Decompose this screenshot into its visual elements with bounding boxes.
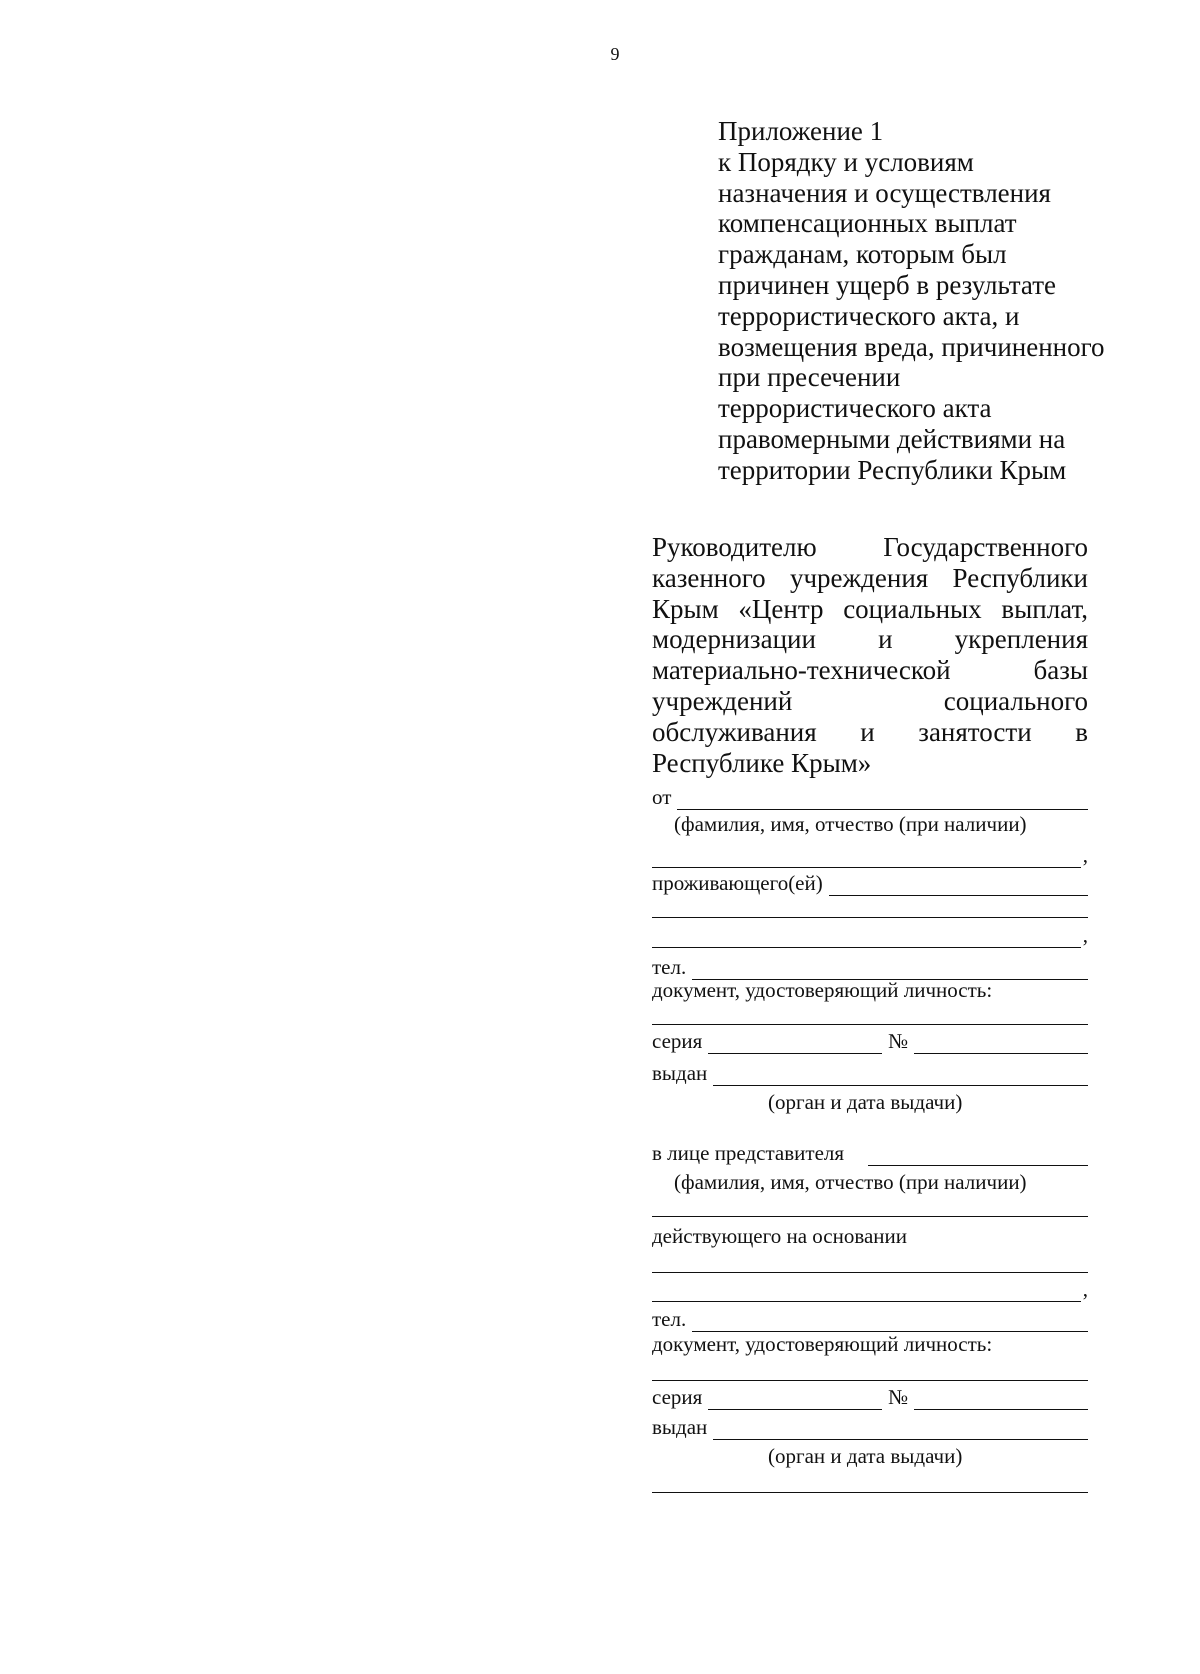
representative-issued-row <box>652 1414 1088 1440</box>
addressee-line: учреждений социального <box>652 685 1088 716</box>
annex-header <box>718 116 1118 486</box>
applicant-name-continued-row <box>652 842 1088 868</box>
basis-label: действующего на основании <box>652 1224 908 1248</box>
representative-phone-field[interactable] <box>692 1311 1088 1332</box>
representative-name-continued-field[interactable] <box>652 1216 1088 1217</box>
annex-line: террористического акта, и <box>718 300 1020 331</box>
representative-id-doc-label: документ, удостоверяющий личность: <box>652 1332 993 1356</box>
representative-issued-caption: (орган и дата выдачи) <box>768 1444 963 1468</box>
addressee-line: Руководителю Государственного <box>652 532 1088 562</box>
address-continued-field[interactable] <box>652 927 1081 948</box>
applicant-series-field[interactable] <box>708 1033 882 1054</box>
addressee-block <box>652 532 1088 778</box>
addressee-line: Крым «Центр социальных выплат, <box>652 593 1088 624</box>
address-line-field[interactable] <box>652 917 1088 918</box>
basis-field[interactable] <box>652 1272 1088 1273</box>
residing-row <box>652 870 1088 896</box>
residing-address-field[interactable] <box>829 875 1088 896</box>
representative-series-row <box>652 1384 1088 1410</box>
residing-label: проживающего(ей) <box>652 871 823 895</box>
representative-label: в лице представителя <box>652 1141 845 1165</box>
applicant-id-doc-label: документ, удостоверяющий личность: <box>652 978 993 1002</box>
addressee-line: обслуживания и занятости в <box>652 716 1088 747</box>
comma: , <box>1082 1277 1088 1301</box>
from-label: от <box>652 785 672 809</box>
comma: , <box>1082 843 1088 867</box>
number-label: № <box>888 1385 909 1409</box>
applicant-number-field[interactable] <box>914 1033 1088 1054</box>
series-label: серия <box>652 1385 703 1409</box>
representative-row <box>652 1140 1088 1166</box>
applicant-phone-field[interactable] <box>692 959 1088 980</box>
phone-label: тел. <box>652 955 687 979</box>
issued-label: выдан <box>652 1415 708 1439</box>
annex-line: компенсационных выплат <box>718 208 1017 239</box>
representative-name-caption: (фамилия, имя, отчество (при наличии) <box>674 1170 1027 1194</box>
applicant-name-caption: (фамилия, имя, отчество (при наличии) <box>674 812 1027 836</box>
annex-line: при пресечении <box>718 362 901 393</box>
basis-continued-row <box>652 1276 1088 1302</box>
addressee-line: казенного учреждения Республики <box>652 562 1088 593</box>
annex-line: территории Республики Крым <box>718 454 1067 485</box>
annex-line: причинен ущерб в результате <box>718 269 1057 300</box>
representative-series-field[interactable] <box>708 1389 882 1410</box>
number-label: № <box>888 1029 909 1053</box>
applicant-issued-caption: (орган и дата выдачи) <box>768 1090 963 1114</box>
applicant-name-continued-field[interactable] <box>652 847 1081 868</box>
address-continued-row <box>652 922 1088 948</box>
series-label: серия <box>652 1029 703 1053</box>
representative-issued-continued-field[interactable] <box>652 1492 1088 1493</box>
comma: , <box>1082 923 1088 947</box>
annex-line: к Порядку и условиям <box>718 146 974 177</box>
page-number: 9 <box>610 44 620 64</box>
applicant-issued-row <box>652 1060 1088 1086</box>
basis-continued-field[interactable] <box>652 1281 1081 1302</box>
applicant-phone-row <box>652 954 1088 980</box>
annex-line: гражданам, которым был <box>718 239 1007 270</box>
addressee-line: материально-технической базы <box>652 655 1088 686</box>
applicant-issued-field[interactable] <box>713 1065 1088 1086</box>
annex-line: возмещения вреда, причиненного <box>718 331 1105 362</box>
addressee-line: Республике Крым» <box>652 747 872 778</box>
from-row <box>652 784 1088 810</box>
representative-name-field[interactable] <box>868 1145 1088 1166</box>
phone-label: тел. <box>652 1307 687 1331</box>
annex-line: террористического акта <box>718 393 992 424</box>
annex-line: Приложение 1 <box>718 116 884 146</box>
representative-id-doc-field[interactable] <box>652 1380 1088 1381</box>
applicant-series-row <box>652 1028 1088 1054</box>
applicant-name-field[interactable] <box>677 789 1088 810</box>
applicant-id-doc-field[interactable] <box>652 1024 1088 1025</box>
addressee-line: модернизации и укрепления <box>652 624 1088 655</box>
representative-issued-field[interactable] <box>713 1419 1088 1440</box>
issued-label: выдан <box>652 1061 708 1085</box>
representative-phone-row <box>652 1306 1088 1332</box>
representative-number-field[interactable] <box>914 1389 1088 1410</box>
annex-line: правомерными действиями на <box>718 423 1066 454</box>
annex-line: назначения и осуществления <box>718 177 1051 208</box>
